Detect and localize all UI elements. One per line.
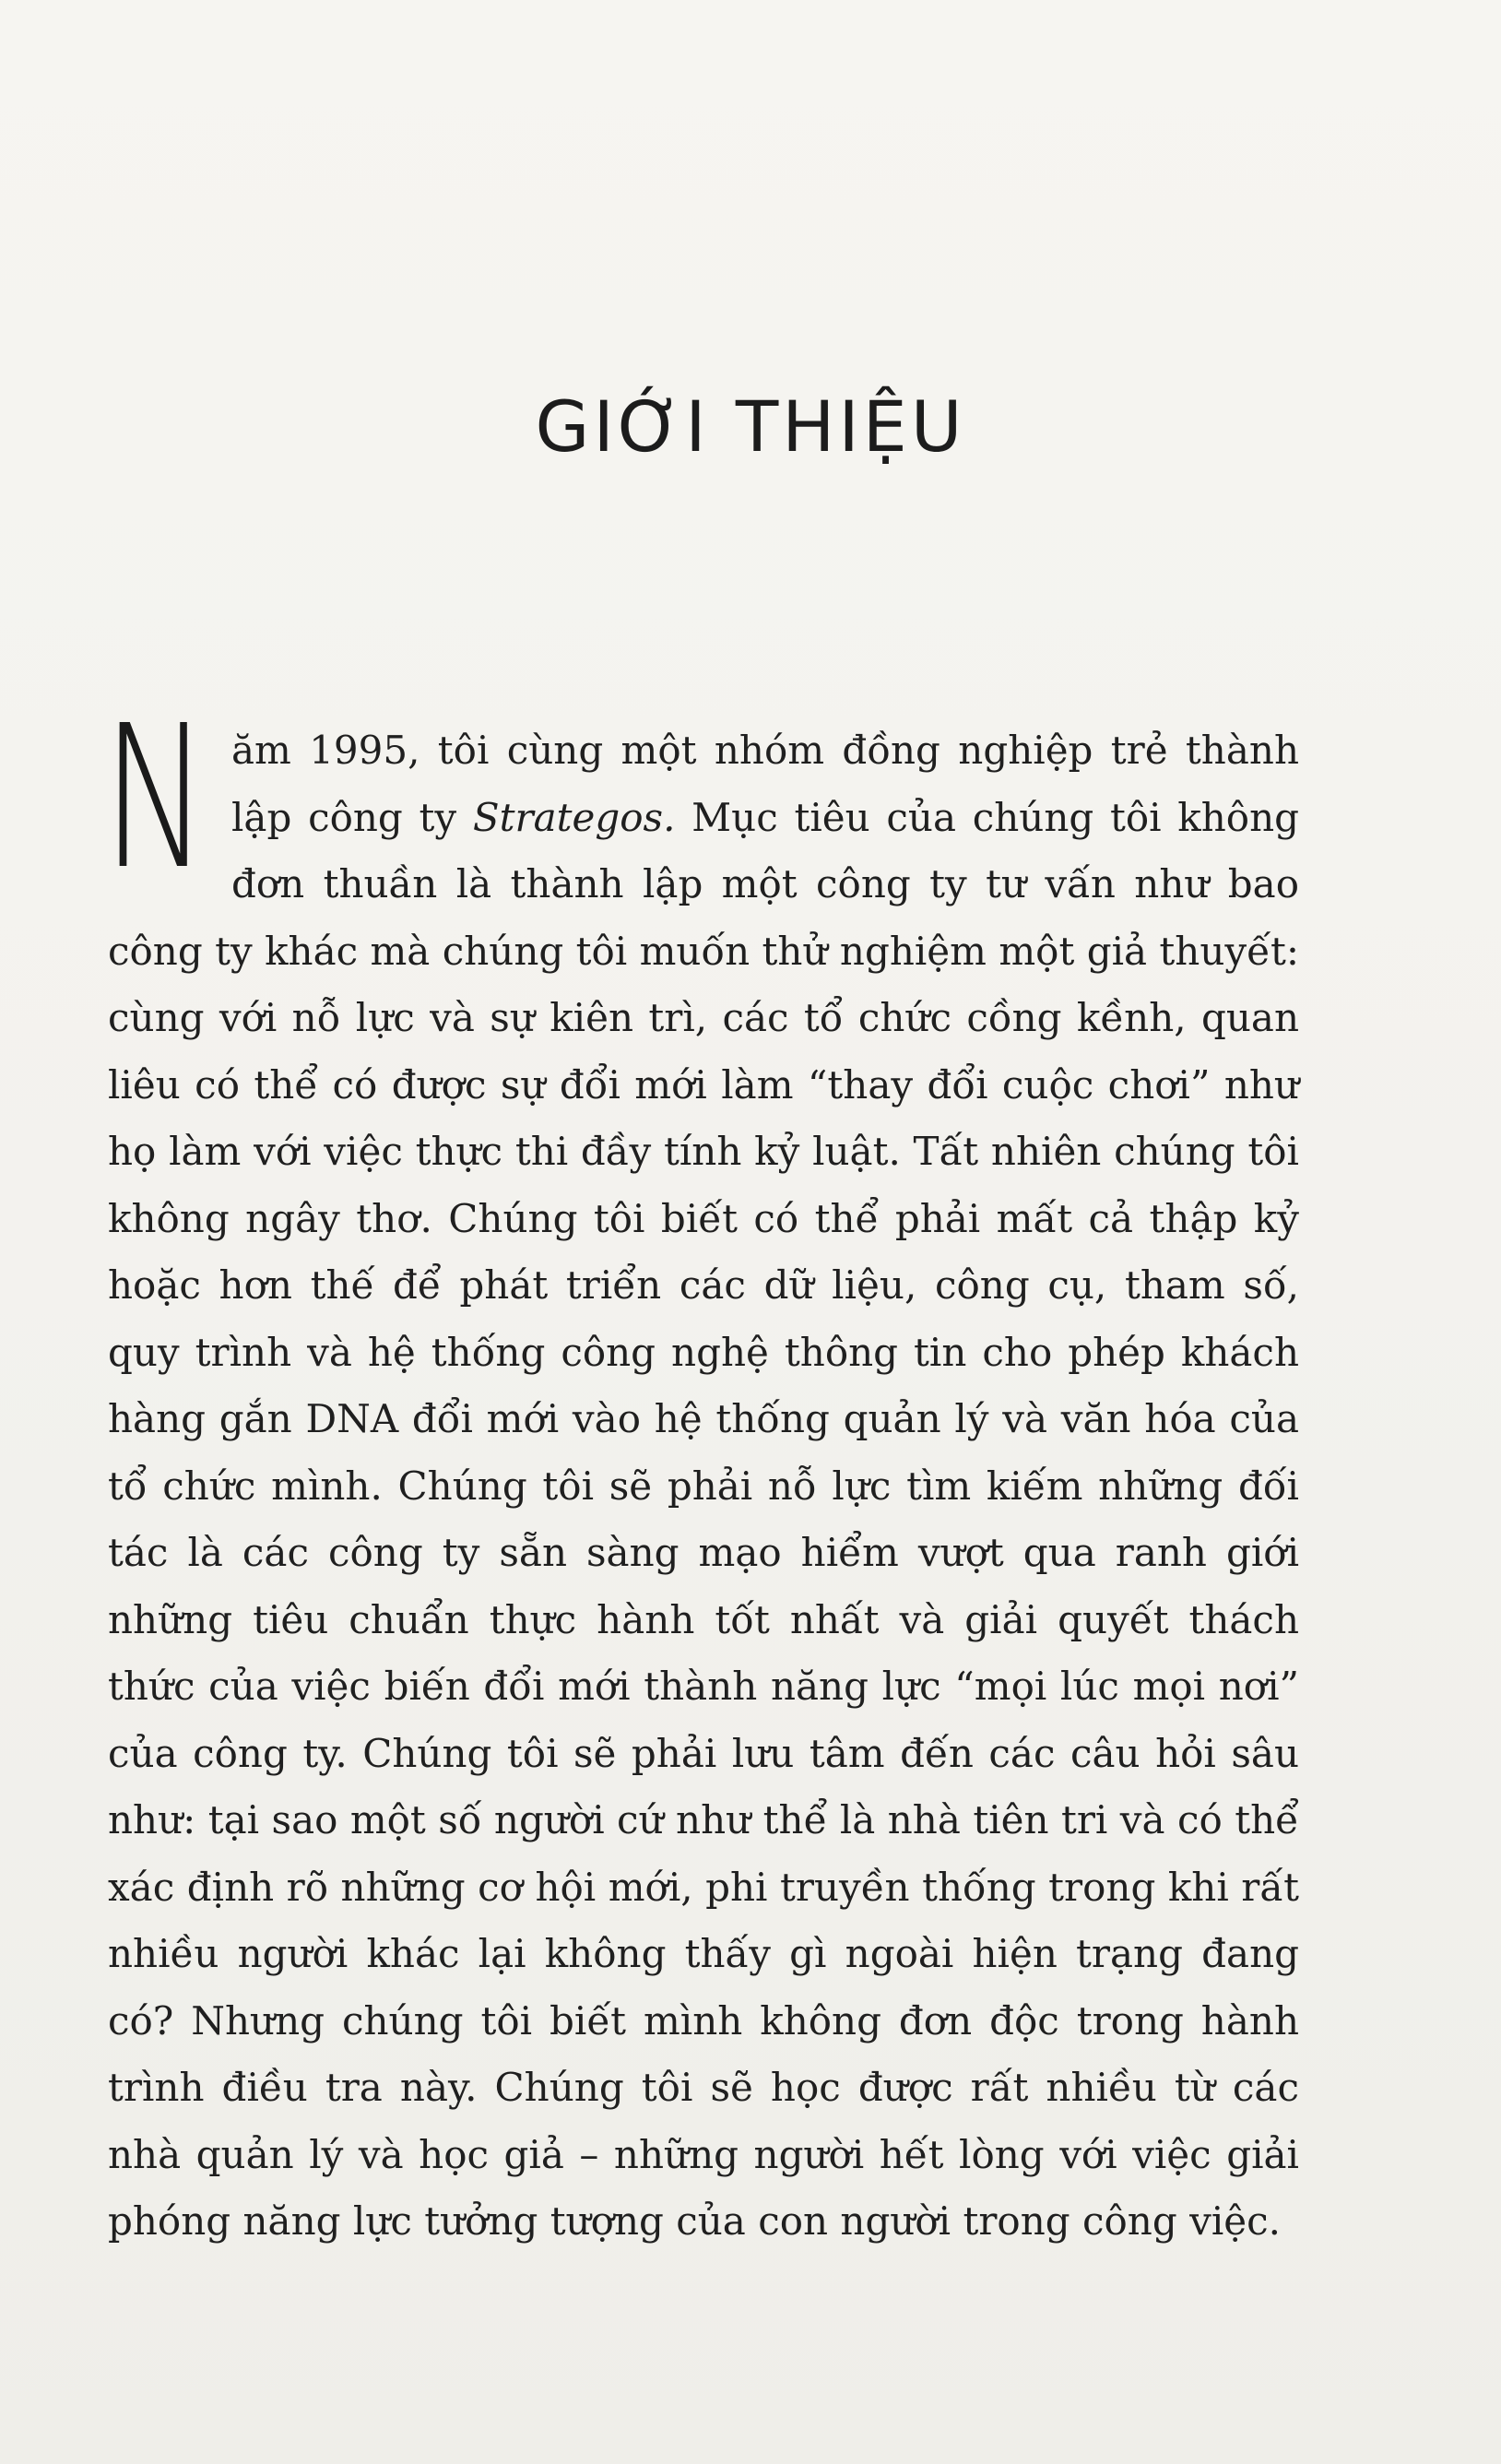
- paragraph-text-rest: Mục tiêu của chúng tôi không đơn thuần là thành lập một công ty tư vấn như bao công ty khác mà chúng tôi muốn thử nghiệm một giả thuyết: cùng với nỗ lực và sự kiên trì, các tổ chức cồng kềnh, quan liêu có thể có được sự đổi mới làm “thay đổi cuộc chơi” như họ làm với việc thực thi đầy tính kỷ luật. Tất nhiên chúng tôi không ngây thơ. Chúng tôi biết có thể phải mất cả thập kỷ hoặc hơn thế để phát triển các dữ liệu, công cụ, tham số, quy trình và hệ thống công nghệ thông tin cho phép khách hàng gắn DNA đổi mới vào hệ thống quản lý và văn hóa của tổ chức mình. Chúng tôi sẽ phải nỗ lực tìm kiếm những đối tác là các công ty sẵn sàng mạo hiểm vượt qua ranh giới những tiêu chuẩn thực hành tốt nhất và giải quyết thách thức của việc biến đổi mới thành năng lực “mọi lúc mọi nơi” của công ty. Chúng tôi sẽ phải lưu tâm đến các câu hỏi sâu như: tại sao một số người cứ như thể là nhà tiên tri và có thể xác định rõ những cơ hội mới, phi truyền thống trong khi rất nhiều người khác lại không thấy gì ngoài hiện trạng đang có? Nhưng chúng tôi biết mình không đơn độc trong hành trình điều tra này. Chúng tôi sẽ học được rất nhiều từ các nhà quản lý và học giả – những người hết lòng với việc giải phóng năng lực tưởng tượng của con người trong công việc.: [108, 794, 1299, 2244]
- company-name: Strategos.: [472, 794, 676, 840]
- intro-paragraph: [102, 683, 1299, 2256]
- drop-cap: N: [102, 683, 209, 913]
- paragraph-text-start: ăm 1995, tôi cùng một nhóm đồng nghiệp trẻ thành lập công ty: [231, 728, 1299, 840]
- chapter-title: GIỚI THIỆU: [535, 385, 966, 468]
